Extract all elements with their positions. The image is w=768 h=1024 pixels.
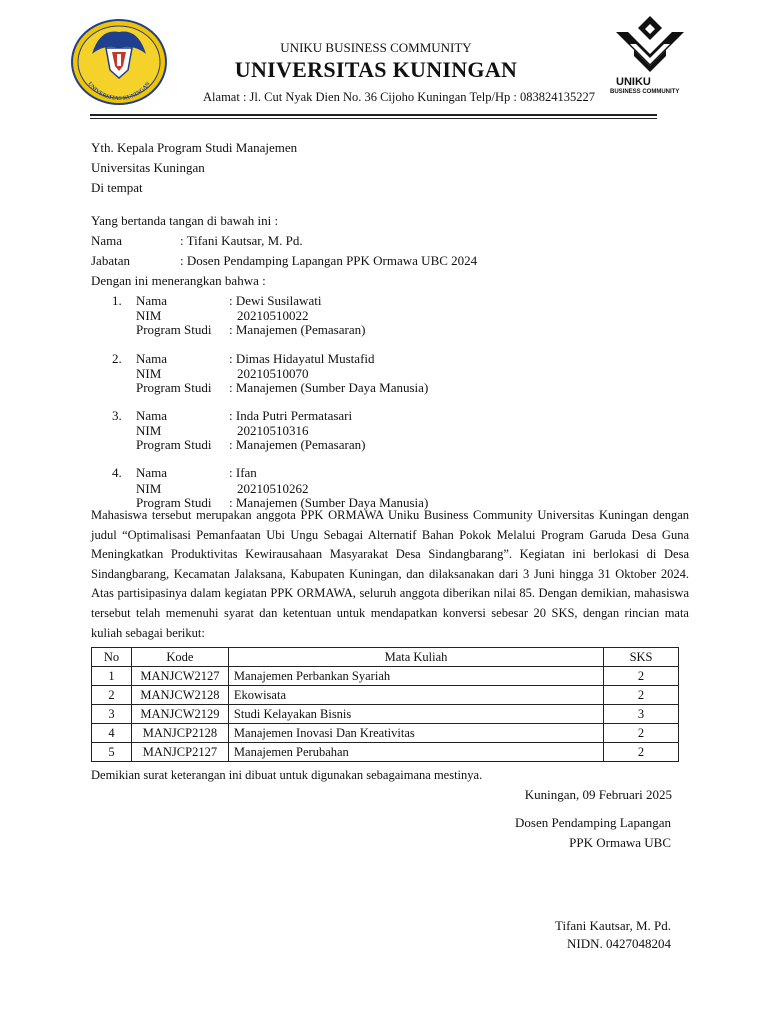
student-nim-label: NIM — [136, 366, 162, 381]
org-name: UNIKU BUSINESS COMMUNITY — [280, 40, 472, 55]
cell-no: 3 — [92, 705, 132, 724]
recipient-line-2: Universitas Kuningan — [91, 160, 205, 175]
recipient-line-3: Di tempat — [91, 180, 143, 195]
cell-mata-kuliah: Manajemen Inovasi Dan Kreativitas — [228, 724, 603, 743]
svg-text:UNIVERSITAS KUNINGAN: UNIVERSITAS KUNINGAN — [86, 81, 152, 103]
table-row — [92, 705, 679, 724]
student-name: : Dewi Susilawati — [229, 293, 322, 308]
table-row — [92, 724, 679, 743]
cell-kode: MANJCW2128 — [131, 686, 228, 705]
header-mata-kuliah: Mata Kuliah — [228, 648, 603, 667]
student-prodi: : Manajemen (Pemasaran) — [229, 322, 366, 337]
body-paragraph: Mahasiswa tersebut merupakan anggota PPK ORMAWA Uniku Business Community Universitas Kuningan dengan judul “Optimalisasi Pemanfaatan Ubi Ungu Sebagai Alternatif Bahan Pokok Melalui Program Garuda Desa Guna Meningkatkan Produktivitas Kewirausahaan Masyarakat Desa Sindangbarang”. Kegiatan ini berlokasi di Desa Sindangbarang, Kecamatan Jalaksana, Kabupaten Kuningan, dan dilaksanakan dari 3 Juni hingga 31 Oktober 2024. Atas partisipasinya dalam kegiatan PPK ORMAWA, seluruh anggota diberikan nilai 85. Dengan demikian, mahasiswa tersebut telah memenuhi syarat dan ketentuan untuk mendapatkan konversi sebesar 20 SKS, dengan rincian mata kuliah sebagai berikut: — [91, 508, 689, 640]
student-prodi-label: Program Studi — [136, 437, 212, 452]
closing-statement: Demikian surat keterangan ini dibuat untuk digunakan sebagaimana mestinya. — [91, 768, 483, 782]
letterhead-address: Alamat : Jl. Cut Nyak Dien No. 36 Cijoho Kuningan Telp/Hp : 083824135227 — [203, 90, 595, 104]
cell-kode: MANJCP2128 — [131, 724, 228, 743]
student-nim-label: NIM — [136, 308, 162, 323]
university-kuningan-logo — [70, 18, 168, 106]
student-number: 1. — [112, 293, 122, 308]
cell-sks: 2 — [604, 667, 679, 686]
student-nim: 20210510070 — [237, 366, 309, 381]
student-prodi-label: Program Studi — [136, 322, 212, 337]
course-table — [91, 647, 679, 762]
cell-mata-kuliah: Ekowisata — [228, 686, 603, 705]
table-header-row — [92, 648, 679, 667]
cell-mata-kuliah: Studi Kelayakan Bisnis — [228, 705, 603, 724]
student-name: : Inda Putri Permatasari — [229, 408, 353, 423]
uniku-logo-subtitle: BUSINESS COMMUNITY — [610, 89, 680, 95]
place-date: Kuningan, 09 Februari 2025 — [524, 787, 672, 802]
student-nim: 20210510262 — [237, 481, 309, 496]
signatory-name: Tifani Kautsar, M. Pd. — [554, 918, 671, 933]
cell-kode: MANJCP2127 — [131, 743, 228, 762]
cell-no: 1 — [92, 667, 132, 686]
signer-name-value: : Tifani Kautsar, M. Pd. — [180, 233, 303, 248]
cell-sks: 2 — [604, 724, 679, 743]
header-kode: Kode — [131, 648, 228, 667]
letterhead-divider-thick — [90, 114, 657, 116]
cell-sks: 2 — [604, 743, 679, 762]
signer-intro: Yang bertanda tangan di bawah ini : — [91, 213, 279, 228]
student-name-label: Nama — [136, 351, 168, 366]
student-prodi: : Manajemen (Pemasaran) — [229, 437, 366, 452]
student-nim: 20210510022 — [237, 308, 309, 323]
student-nim-label: NIM — [136, 423, 162, 438]
uniku-diamond-icon — [608, 14, 692, 76]
signatory-nidn: NIDN. 0427048204 — [567, 936, 671, 951]
cell-mata-kuliah: Manajemen Perubahan — [228, 743, 603, 762]
student-name-label: Nama — [136, 293, 168, 308]
student-name: : Dimas Hidayatul Mustafid — [229, 351, 375, 366]
cell-sks: 3 — [604, 705, 679, 724]
cell-mata-kuliah: Manajemen Perbankan Syariah — [228, 667, 603, 686]
cell-no: 2 — [92, 686, 132, 705]
student-number: 4. — [112, 465, 122, 480]
cell-no: 5 — [92, 743, 132, 762]
signer-position-value: : Dosen Pendamping Lapangan PPK Ormawa UBC 2024 — [180, 253, 478, 268]
cell-kode: MANJCW2129 — [131, 705, 228, 724]
table-row — [92, 686, 679, 705]
student-nim-label: NIM — [136, 481, 162, 496]
student-prodi: : Manajemen (Sumber Daya Manusia) — [229, 380, 429, 395]
header-sks: SKS — [604, 648, 679, 667]
header-no: No — [92, 648, 132, 667]
cell-sks: 2 — [604, 686, 679, 705]
university-name: UNIVERSITAS KUNINGAN — [234, 57, 518, 82]
student-number: 2. — [112, 351, 122, 366]
signature-title-1: Dosen Pendamping Lapangan — [515, 815, 671, 830]
signature-title-2: PPK Ormawa UBC — [569, 835, 671, 850]
student-name: : Ifan — [229, 465, 257, 480]
table-row — [92, 743, 679, 762]
student-number: 3. — [112, 408, 122, 423]
signer-name-label: Nama — [91, 233, 123, 248]
statement-intro: Dengan ini menerangkan bahwa : — [91, 273, 266, 288]
student-name-label: Nama — [136, 408, 168, 423]
uniku-logo-title: UNIKU — [616, 76, 651, 88]
cell-kode: MANJCW2127 — [131, 667, 228, 686]
student-name-label: Nama — [136, 465, 168, 480]
uniku-business-community-logo — [608, 14, 692, 104]
table-row — [92, 667, 679, 686]
student-prodi: : Manajemen (Sumber Daya Manusia) — [229, 495, 429, 510]
letterhead-divider-thin — [90, 118, 657, 119]
cell-no: 4 — [92, 724, 132, 743]
student-nim: 20210510316 — [237, 423, 309, 438]
signer-position-label: Jabatan — [91, 253, 130, 268]
student-prodi-label: Program Studi — [136, 380, 212, 395]
recipient-line-1: Yth. Kepala Program Studi Manajemen — [91, 140, 298, 155]
student-prodi-label: Program Studi — [136, 495, 212, 510]
